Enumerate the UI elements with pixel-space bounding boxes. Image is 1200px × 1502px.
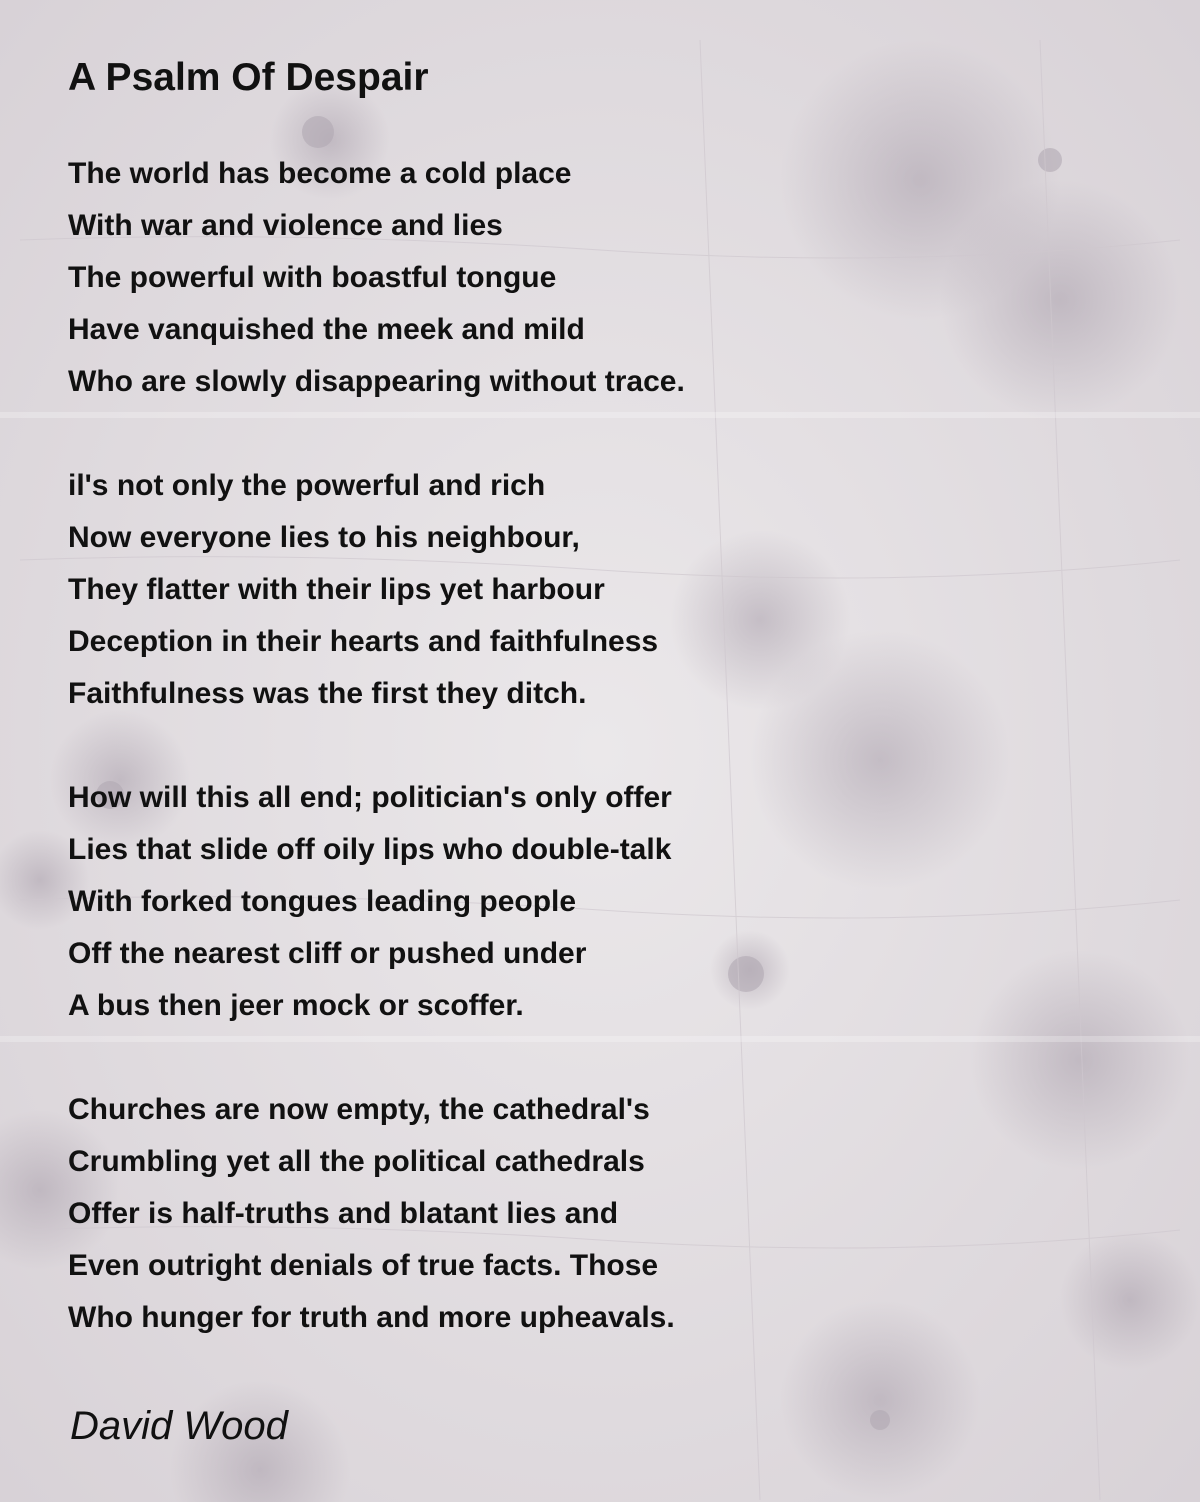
poem-line: Even outright denials of true facts. Those — [68, 1249, 659, 1282]
poem-line: The world has become a cold place — [68, 157, 572, 190]
poem-line: They flatter with their lips yet harbour — [68, 573, 605, 606]
poem-line: Deception in their hearts and faithfulness — [68, 625, 659, 658]
poem-line: The powerful with boastful tongue — [68, 261, 557, 294]
poem-line: Now everyone lies to his neighbour, — [68, 521, 580, 554]
stanza-2 — [68, 460, 658, 720]
poem-line: With war and violence and lies — [68, 209, 503, 242]
poem-line: Crumbling yet all the political cathedrals — [68, 1145, 645, 1178]
poem-line: With forked tongues leading people — [68, 885, 577, 918]
poem-line: Offer is half-truths and blatant lies and — [68, 1197, 619, 1230]
stanza-4 — [68, 1084, 675, 1344]
poem-line: Who are slowly disappearing without trace. — [68, 365, 685, 398]
poem-line: Who hunger for truth and more upheavals. — [68, 1301, 675, 1334]
poem-line: Off the nearest cliff or pushed under — [68, 937, 587, 970]
poem-line: il's not only the powerful and rich — [68, 469, 546, 502]
poem-line: Faithfulness was the first they ditch. — [68, 677, 587, 710]
poem-line: How will this all end; politician's only offer — [68, 781, 672, 814]
stanza-1 — [68, 148, 685, 408]
poem-line: Lies that slide off oily lips who double-talk — [68, 833, 672, 866]
poem-author: David Wood — [70, 1404, 288, 1448]
poem-line: A bus then jeer mock or scoffer. — [68, 989, 524, 1022]
poem-line: Churches are now empty, the cathedral's — [68, 1093, 650, 1126]
stanza-3 — [68, 772, 672, 1032]
poem-line: Have vanquished the meek and mild — [68, 313, 585, 346]
poem-title: A Psalm Of Despair — [68, 56, 429, 99]
